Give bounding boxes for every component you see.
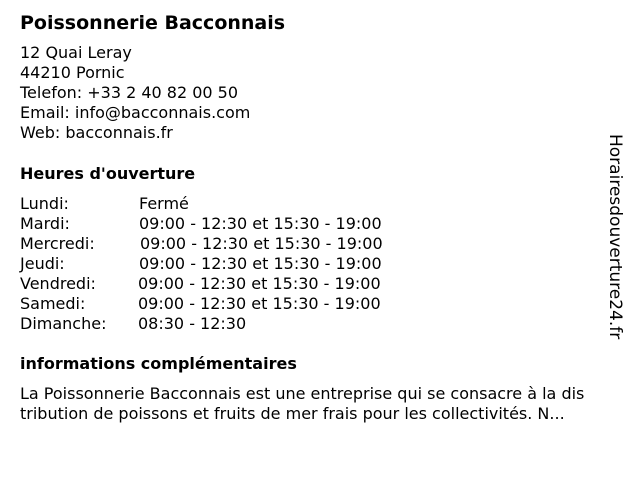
city-address: 44210 Pornic — [20, 63, 125, 82]
hours-heading: Heures d'ouverture — [20, 164, 196, 183]
day-label: Lundi: — [20, 194, 69, 213]
phone-number: Telefon: +33 2 40 82 00 50 — [20, 83, 239, 102]
day-label: Dimanche: — [20, 314, 107, 333]
day-hours: Fermé — [139, 194, 189, 213]
day-label: Vendredi: — [20, 274, 96, 293]
site-watermark: Horairesdouverture24.fr — [605, 134, 625, 340]
day-hours: 08:30 - 12:30 — [138, 314, 247, 333]
info-line: La Poissonnerie Bacconnais est une entreprise qui se consacre à la dis — [20, 384, 585, 403]
website: Web: bacconnais.fr — [20, 123, 173, 142]
day-hours: 09:00 - 12:30 et 15:30 - 19:00 — [139, 254, 382, 273]
day-label: Samedi: — [20, 294, 86, 313]
contact-block — [20, 43, 250, 143]
day-hours: 09:00 - 12:30 et 15:30 - 19:00 — [140, 234, 383, 253]
info-heading: informations complémentaires — [20, 354, 297, 373]
street-address: 12 Quai Leray — [20, 43, 132, 62]
email-address: Email: info@bacconnais.com — [20, 103, 251, 122]
day-hours: 09:00 - 12:30 et 15:30 - 19:00 — [138, 294, 381, 313]
day-hours: 09:00 - 12:30 et 15:30 - 19:00 — [138, 274, 381, 293]
day-label: Jeudi: — [20, 254, 65, 273]
day-hours: 09:00 - 12:30 et 15:30 - 19:00 — [139, 214, 382, 233]
day-label: Mardi: — [20, 214, 70, 233]
info-description — [20, 384, 610, 424]
business-name: Poissonnerie Bacconnais — [20, 12, 286, 34]
info-line: tribution de poissons et fruits de mer frais pour les collectivités. N... — [20, 404, 565, 423]
day-label: Mercredi: — [20, 234, 95, 253]
